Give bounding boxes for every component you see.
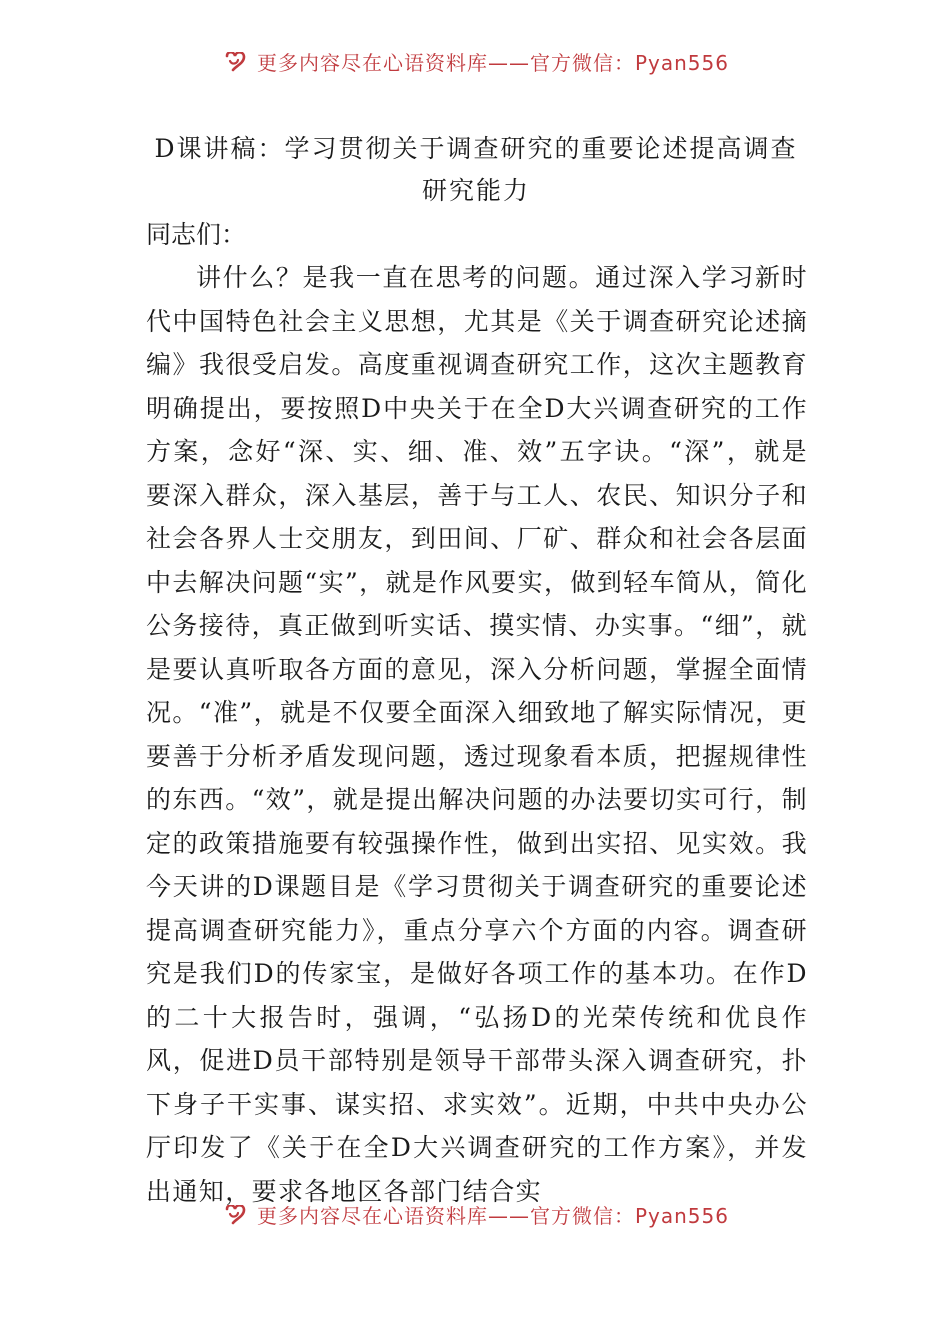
heart-swirl-logo-icon: [221, 1205, 251, 1229]
document-title: D课讲稿：学习贯彻关于调查研究的重要论述提高调查研究能力: [154, 134, 798, 205]
header-watermark: [0, 52, 950, 86]
watermark-text: 更多内容尽在心语资料库——官方微信：Pyan556: [256, 52, 729, 75]
salutation: 同志们：: [146, 220, 247, 249]
footer-watermark: [0, 1205, 950, 1239]
watermark-text: 更多内容尽在心语资料库——官方微信：Pyan556: [256, 1205, 729, 1228]
heart-swirl-logo-icon: [221, 52, 251, 76]
body-paragraph: 讲什么？是我一直在思考的问题。通过深入学习新时代中国特色社会主义思想，尤其是《关于调查研究论述摘编》我很受启发。高度重视调查研究工作，这次主题教育明确提出，要按照D中央关于在全D大兴调查研究的工作方案，念好“深、实、细、准、效”五字诀。“深”，就是要深入群众，深入基层，善于与工人、农民、知识分子和社会各界人士交朋友，到田间、厂矿、群众和社会各层面中去解决问题“实”，就是作风要实，做到轻车简从，简化公务接待，真正做到听实话、摸实情、办实事。“细”，就是要认真听取各方面的意见，深入分析问题，掌握全面情况。“准”，就是不仅要全面深入细致地了解实际情况，更要善于分析矛盾发现问题，透过现象看本质，把握规律性的东西。“效”，就是提出解决问题的办法要切实可行，制定的政策措施要有较强操作性，做到出实招、见实效。我今天讲的D课题目是《学习贯彻关于调查研究的重要论述提高调查研究能力》，重点分享六个方面的内容。调查研究是我们D的传家宝，是做好各项工作的基本功。在作D的二十大报告时，强调，“弘扬D的光荣传统和优良作风，促进D员干部特别是领导干部带头深入调查研究，扑下身子干实事、谋实招、求实效”。近期，中共中央办公厅印发了《关于在全D大兴调查研究的工作方案》，并发出通知，要求各地区各部门结合实: [146, 263, 808, 1206]
